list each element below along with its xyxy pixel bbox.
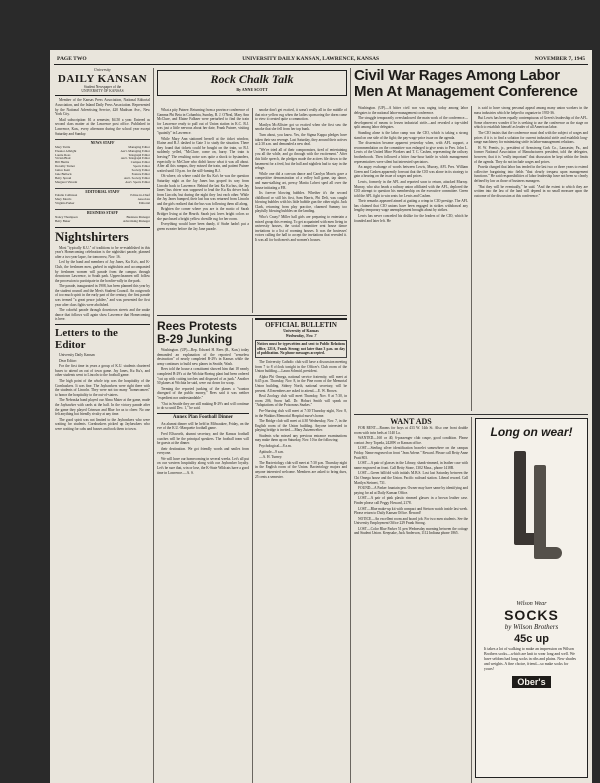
article-paragraph: Lewis has never conceded his dislike for the leaders of the CIO, which he founded and later left. He	[354, 214, 468, 223]
nameplate-info	[55, 98, 150, 136]
staff-row	[55, 181, 150, 185]
business-staff-list	[55, 216, 150, 224]
staff-name: Janice Kent	[55, 168, 70, 173]
column-rule	[471, 417, 472, 783]
sock-right-foot	[534, 547, 562, 559]
civil-war-column-1	[354, 106, 468, 411]
ad-product: SOCKS	[504, 607, 559, 623]
editorial-staff-heading: EDITORIAL STAFF	[55, 188, 150, 195]
rock-chalk-box	[157, 70, 347, 96]
staff-name: Dorothy Turner	[55, 164, 75, 169]
column-paragraph: Turn about, you know. Yes, the Sigma Kappa pledges have taken their sea revenge. Last Saturday, they around their actives at 2:30 a.m. and demanded a new deal.	[255, 132, 347, 147]
editorial-staff-list	[55, 194, 150, 206]
column-paragraph: What a pity Putnee. Returning from a province conference of Gamma Phi Beta in Columbia, Sunday, B. J. O'Neal, Mary Ann McClure, and Elaine Falkner were perturbed to find the train for Lawrence ready to pull out of Union station in K.C. B.J. was just a little nervous about her date, Frank Putnee, visiting "quaintly" in Lawrence.	[157, 108, 249, 135]
article-paragraph: The parade, inaugurated in 1908, has been planned this year by the student council and the Men's Student Council. An outgrowth of too much spirit in the early part of the century, the first parade was termed "a great peace jubilee," and was presented the first year after class fights were abolished.	[55, 284, 150, 307]
bulletin-column	[255, 318, 347, 783]
letter-paragraph: Dear Editor:	[59, 358, 77, 363]
letter-paragraph: The good spirit was not limited to the Jayhawkers who were waiting for students. Cornhuskers picked up Jayhawkers who were waiting for cabs and busses and took them to town.	[55, 417, 150, 431]
classified-ad: FOUND—A Parker fountain pen. Owner may have same by identifying and paying for ad at Daily Kansan Office.	[354, 486, 468, 495]
staff-name: Bill Harms	[55, 160, 70, 165]
page-masthead	[54, 54, 588, 65]
sock-right-leg	[534, 465, 546, 555]
staff-role: Editorial	[138, 201, 150, 206]
article-paragraph: Washington. (UP)—A bitter civil war was raging today among labor delegates to the national labor-management conference.	[354, 106, 468, 115]
staff-role: Business Manager	[126, 214, 150, 219]
bulletin-item: Alpha Phi Omega, national service fraternity, will meet at 6:45 p.m. Thursday, Nov. 8, in the Pine room of the Memorial Union building. Sidney North, national secretary, will be present. All members are asked to attend.—E. W. Brown.	[255, 374, 347, 393]
letters-headline: Letters to the Editor	[55, 324, 150, 351]
rees-article	[157, 348, 249, 411]
article-paragraph: Lewis, formerly in the AFL and reported soon to return, attacked Murray. Murray, who also heads a railway union affiliated with the AFL, deplored the CIO attempt to question his membership on the executive committee. Green told the AFL fight to win seats for Lewis and Cashen.	[354, 179, 468, 198]
staff-name: Betty Baker	[55, 218, 71, 223]
article-paragraph: But Lewis has been equally contemptuous of Green's leadership of the AFL. Some observers wonder if he is seeking to use the conference as the stage on which to establish himself as leader of all American labor.	[474, 116, 588, 130]
article-paragraph: their destination. We got friendly words and smiles from everyone.	[157, 446, 249, 456]
staff-row	[55, 202, 150, 206]
classified-column	[354, 417, 468, 783]
ad-body: It takes a lot of walking to make an impression on Wilson Brothers socks—which are knit to wear long and well. We have seldom had long socks in ribs and plains. New shades and weights. A fine choice, friend—so make socks for yours!	[484, 647, 576, 671]
staff-role: Ass't. Telegraph Editor	[120, 156, 150, 161]
staff-name: Eulalie Collinson	[55, 193, 78, 198]
bulletin-title: OFFICIAL BULLETIN	[255, 318, 347, 329]
nightshirters-headline: Nightshirters	[55, 227, 150, 244]
article-paragraph: Most "typically K.U." of traditions to be re-established in this year's Homecoming celebration is the nightshirt parade, planned after a two year lapse, for tomorrow, Nov. 16.	[55, 245, 150, 259]
staff-name: Nancy Thompson	[55, 214, 78, 219]
letter-paragraph: For the first time in years a group of K.U. students chartered buses to attend an out of town game. Jay Janes, Ku Ku's, and other students went to Lincoln to the football game.	[55, 364, 150, 378]
section-divider	[157, 315, 347, 316]
sock-advertisement	[475, 418, 588, 778]
staff-role: Associate	[137, 197, 150, 202]
column-paragraph: Everything would have been dandy, if Stube hadn't put a green sweater before the Jay Jane parade.	[157, 222, 249, 231]
article-paragraph: The colorful parade through downtown streets and the snake dance that follows will again show Lawrence that Homecoming is here.	[55, 308, 150, 322]
classified-ad: WANTED—160 or 40, 6-passenger club coupe, good condition. Please contact Jerry Topeda, 2428W or Kansan office.	[354, 436, 468, 445]
masthead-paper-name: UNIVERSITY DAILY KANSAN, LAWRENCE, KANSAS	[242, 56, 380, 62]
press-membership: Member of the Kansas Press Association, National Editorial Association, and the Inland Daily Press Association. Represented by the National Advertising Service, 420 Madison Ave., New York City.	[55, 98, 150, 117]
article-paragraph: "Out in Seattle they are still making B-29's and will continue to do so until Dec. 1," he said.	[157, 401, 249, 411]
column-paragraph: Who's Crazy? Miller hall girls are preparing to entertain a mixed group this evening. To get acquainted with men living in university houses, the social committee sent house dance invitations to a list of rooming houses. It was the hostesses' voices calling the hall to accept the invitations that revealed it. It was all for both men's and women's houses.	[255, 215, 347, 243]
column-rule	[153, 68, 154, 783]
bulletin-notice: Notices must be typewritten and sent to Public Relations office, 221A, Frank Strong; not later than 3 p.m. on day of publication. No phone messages accepted.	[255, 340, 347, 358]
article-paragraph: The CIO insists that the conference must deal with the subject of wages and prices if it is to find a solution for current industrial strife and establish long-range machinery for minimizing strife in labor-management relations.	[474, 130, 588, 145]
article-paragraph: "But they will be eventually," he said. "And the extent to which they are written into the law of the land will depend in no small measure upon the outcome of the discussion at this conference."	[474, 184, 588, 198]
civil-war-headline: Civil War Rages Among Labor Men At Management Conference	[354, 67, 578, 100]
nightshirters-article	[55, 246, 150, 323]
staff-role: Managing Editor	[128, 144, 150, 149]
civil-war-text-1	[354, 106, 468, 223]
bulletin-sub: University of Kansas	[283, 328, 319, 333]
section-divider	[354, 414, 588, 415]
staff-name: Vivian Blair	[55, 156, 71, 161]
column-paragraph: "We've tried all of their compromises, tired of entertaining you all the while, and go through with the excitement." After this little speech, the pledges made the actives file down to the basement for a feed, but the hall and nightlets had to stay in the refuge.	[255, 147, 347, 171]
staff-role: Ass't. Society Editor	[123, 176, 150, 180]
rees-headline: Rees Protests B-29 Junking	[157, 319, 238, 346]
staff-role: Telegraph Editor	[128, 152, 150, 157]
article-paragraph: Pravda charged that labor has tended in the last two or three years to extend collective bargaining into fields "that clearly trespass upon management functions." He said responsibilities of labor leadership have not been so clearly defined by law as those of business managers.	[474, 165, 588, 183]
article-paragraph: An alumni dinner will be held in Milwaukee, Friday, on the eve of the K.U.-Marquette football game.	[157, 421, 249, 431]
staff-name: Margaret Vincent	[55, 179, 78, 184]
rees-column	[157, 318, 249, 783]
column-rule	[252, 318, 253, 783]
ad-brand: Wilson Wear	[516, 601, 547, 607]
ad-price: 45c up	[514, 633, 549, 645]
letter-paragraph: The Nebraska band played our Alma Mater at the game, made the Jayhawker with cards at the half. In the victory parade after the game they played Crimson and Blue for us to cheer. No one felt anything but friendly rivalry at any time.	[55, 398, 150, 417]
staff-name: Eleanor Albright	[55, 148, 77, 153]
sock-left-leg	[514, 451, 526, 541]
staff-row	[55, 220, 150, 224]
staff-role: Feature Editor	[131, 172, 150, 177]
bulletin-item: Pre-Nursing club will meet at 7:30 Thursday night, Nov. 8, in the Watkins Memorial Hospital nurse's home.	[255, 408, 347, 418]
civil-war-column-2	[474, 106, 588, 411]
rock-chalk-column-2	[255, 108, 347, 313]
classified-items	[354, 426, 468, 536]
column-rule	[350, 68, 351, 783]
classified-ad: LOST—A pair of glasses in the Library, shank-rimmed, in leather case with name engraved on front. Call Betty Stone, 1302 Mass., phone 1418R.	[354, 461, 468, 470]
staff-name: Mary Morris	[55, 197, 72, 202]
nameplate	[55, 68, 150, 96]
column-paragraph: Its forever blowing bubbles. Whether it's the second childhood or still his first, Sam Harris, Phi Delt, was caught blowing bubbles with his little bubble gun the other night. Jack Clark, returning from play practice, charmed Sammy too playfully blowing bubbles on the landing.	[255, 191, 347, 214]
staff-role: Ass't. Sports Editor	[125, 179, 150, 184]
dinner-article	[157, 422, 249, 476]
rock-chalk-header	[157, 70, 347, 96]
staff-role: Ass't. Managing Editor	[120, 148, 150, 153]
bulletin-item: The Bridge club will meet at 4:30 Wednesday, Nov. 7, in the English room of the Union building. Anyone interested in playing bridge is invited.—Mary Zutzenwelter.	[255, 419, 347, 433]
dinner-headline: Annex Plan Football Dinner	[157, 413, 249, 421]
staff-name: Jane Bullock	[55, 172, 72, 177]
article-paragraph: Terming the reported junking of the planes a "wanton disregard of the public money," Rees said it was neither "expedient nor understandable."	[157, 386, 249, 400]
classified-ad: LOST—A pair of pink plastic rimmed glasses in a brown leather case. Finder please call Peggy Howard, 2178.	[354, 496, 468, 505]
nameplate-above: University	[94, 68, 111, 72]
article-paragraph: Standing alone is the labor camp was the CIO, which is taking a strong stand on one side of the fight; the pay-wage-price issue on the agenda.	[354, 130, 468, 140]
column-rule	[252, 108, 253, 313]
staff-name: Laurie Ross	[55, 152, 71, 157]
article-paragraph: Their remarks appeared aimed at gutting a crimp in CIO prestige. The AFL has claimed that CIO unions have been engaged in strikes withdrawal any lengthy temporary wage unemployment brought about by strikes.	[354, 199, 468, 213]
classified-ad: FOR RENT—Rooms for boys at 433 W. 14th St. Also one front double room with twin beds at 1140 La.	[354, 426, 468, 435]
bulletin-item: Beal Zoology club will meet Thursday, Nov. 8 at 7:30, in room 206, Snow hall. Dr. Hobart Smith will speak on "Adaptations of the Poisonous Snakes."	[255, 394, 347, 408]
news-staff-heading: NEWS STAFF	[55, 139, 150, 146]
classified-ad: LOST—Color Blue Parker 51 pen Wednesday morning between the cottage and Student Union. Keepsake, Jack Anderson, 1112 Indiana phone 1865.	[354, 526, 468, 536]
bulletin-date: Wednesday, Nov. 7	[285, 332, 317, 338]
masthead-page-number: PAGE TWO	[57, 56, 87, 62]
staff-name: Virginia Parker	[55, 201, 75, 206]
staff-role: Sports Editor	[133, 164, 150, 169]
article-paragraph: Rees told the house a constituent showed him that 18 nearly completed B-29's at the Wichita-Boeing plant had been ordered "cut up with cutting torches and disposed of as junk." Another 50 planes at Wichita he said, were cut down for scrap.	[157, 367, 249, 386]
civil-war-text-2	[474, 106, 588, 198]
nameplate-subtitle-2: UNIVERSITY OF KANSAS	[81, 89, 124, 93]
classified-ad: LOST—Sterling silver identification bracelet somewhere on the campus Friday. Name engraved on front "Jean Arlene." Reward. Please call Betty Anne Pratt 803.	[354, 446, 468, 460]
article-paragraph: Washington. (UP)—Rep. Edward H. Rees (R., Kan.) today demanded an explanation of the reported "senseless destruction" of nearly completed B-29's in Kansas while the army continues to build new planes in Seattle, Wash.	[157, 348, 249, 366]
letters-article	[55, 353, 150, 432]
column-paragraph: Brighten the corner where you are is the motto of Sarah Bridger living at the Hearth. Sarah just loves bright colors so she purchased a bright yellow chenille rug for her room.	[157, 207, 249, 221]
column-editorial	[55, 68, 150, 783]
socks-illustration	[476, 445, 587, 595]
column-rule	[471, 106, 472, 411]
ad-headline: Long on wear!	[490, 425, 573, 439]
news-staff-list	[55, 146, 150, 185]
business-staff-heading: BUSINESS STAFF	[55, 209, 150, 216]
bulletin-item: Aptitude—9 a.m.	[259, 449, 285, 454]
staff-role: Society Editor	[131, 168, 150, 173]
article-paragraph: is said to have strong personal appeal among many union workers in the mass industries which he helped to organize in 1935-36.	[474, 106, 588, 115]
nameplate-title: DAILY KANSAN	[57, 72, 148, 85]
staff-role: Campus Editor	[130, 160, 150, 165]
bulletin-item: Psychological—8 a.m.	[259, 444, 292, 449]
article-paragraph: The dissension became apparent yesterday when, with AFL support, a recommendation on the committee was enlarged to give seats to Pres. John L. Lewis of the United Mine Workers and T. C. Cashen, representing the railway brotherhoods. Then followed a bitter four-hour battle in which management representatives were silent but interested spectators.	[354, 141, 468, 164]
rock-chalk-byline: By ANNE SCOTT	[236, 87, 268, 92]
masthead-date: NOVEMBER 7, 1945	[534, 56, 585, 62]
article-paragraph: Fred Ellsworth, alumni secretary, and the Kansas football coaches will be the principal speakers. The football team will be guests at the dinner.	[157, 431, 249, 446]
bulletin-item: —A. H. Turney.	[259, 455, 283, 460]
article-paragraph: The struggle temporarily overshadowed the main work of the conference—development of means to lessen industrial strife—and revealed a top-sided split among labor delegates.	[354, 116, 468, 130]
ad-store-logo: Ober's	[512, 676, 550, 688]
bulletin-item: Students who missed any previous entrance examinations may make them up on Saturday, Nov. 10 in the following:	[255, 433, 347, 443]
column-paragraph: Marilyn McAllister got so excited when she first saw the smoke that she fell from her top bunk.	[255, 122, 347, 132]
classified-title: WANT ADS	[390, 417, 432, 426]
article-paragraph: An angry exchange of words between Lewis, Murray, AFL Pres. William Green and Cashen apparently forecast that the CIO was alone in its strategy to gain a hearing on the issue of wages and prices.	[354, 165, 468, 179]
article-paragraph: H. W. Prentis, jr., president of Armstrong Cork Co., Lancaster, Pa., and former National Association of Manufacturers president, told the delegates, however, that it is "really important" that discussion be kept within the limits of the agenda. They do not include wages and prices.	[474, 145, 588, 164]
classified-ad: LOST—Green billfold with initials M.B.S. Lost last Saturday between the Chi Omega house and the Union. Pacific railroad station. Liberal reward. Call Marilyn Steinert, 731.	[354, 471, 468, 485]
nameplate-subtitle-1: Student Newspaper of the	[83, 84, 122, 89]
staff-role: Editor-in-Chief	[130, 193, 150, 198]
column-paragraph: smoke don't get excited, it wasn't really all in the middle of that nice yellow rug when the ladies sponsoring the dorm came to view it created quite a commotion.	[255, 108, 347, 122]
column-paragraph: Oh where, oh where could the Ku Ku's be was the question Saturday night as the Jay Janes bus groped its way from Lincoln back to Lawrence. Behind the last Ku Ku bus, the Jay Janes' bus driver was supposed to lead the Ku Ku driver back from Lincoln, but during the night they lost each other. While the Jay Janes bumped, their last bus was returned from Lincoln and the girls realized that the bus was following them all along.	[157, 174, 249, 206]
letter-paragraph: University Daily Kansan	[59, 353, 95, 358]
bulletin-items	[255, 360, 347, 479]
rock-chalk-column-1	[157, 108, 249, 313]
rock-chalk-title: Rock Chalk Talk	[210, 72, 294, 86]
staff-role: Advertising Manager	[122, 218, 150, 223]
ad-maker: by Wilson Brothers	[504, 623, 559, 631]
column-paragraph: While one did a can-can dance and Carolyn Morris gave a competitive demonstration of a volley ball game, tap dance, and man-stalking art, pressy Marita Lobert sped all over the house initiating a P.R.	[255, 171, 347, 190]
article-paragraph: We will have our homecoming in several weeks. Let's all put on our western hospitality along with our Jayhawker loyalty. Let's be sure that, win or lose, the K-State Wildcats have a good time in Lawrence.—A. S.	[157, 456, 249, 475]
letter-paragraph: The high point of the whole trip was the hospitality of the Cornhuskers. It was fine. The Jayhawkers were right there with the students of Lincoln. They were not too many "homecomers" to honor the hospitality to the out-of-staters.	[55, 379, 150, 397]
bulletin-item: The Bacteriology club will meet at 7:30 p.m. Thursday night in the English room of the Union. Bacteriology majors and anyone interested welcome. Members are asked to bring dues, 25 cents a semester.	[255, 460, 347, 479]
rock-chalk-text-1	[157, 108, 249, 231]
newspaper-page	[50, 50, 592, 783]
bulletin-item: The University Catholic club will have a discussion meeting from 7 to 8 o'clock tonight in the Officer's Club room of the Union building.—Laura Schmid, president.	[255, 359, 347, 374]
staff-name: Betty Sproul	[55, 176, 72, 180]
subscription-info: Mail subscription: $1 a semester, $4.50 a year. Entered as second class matter at the Lawrence post office. Published in Lawrence, Kan., every afternoon during the school year except Saturday and Sunday.	[55, 117, 150, 136]
staff-name: Mary Tuttle	[55, 144, 71, 149]
column-paragraph: While Mary Ann stationed herself at the ticket window, Elaine and B.J. dashed to Gate 3 to study the situation. There they found that tickets could be bought on the train, so B.J. suddenly yelled, "McClure, come on, hurry. The train is leaving!" The resulting noise was quite a shock to bystanders, especially to McClure who didn't know what it was all about. After all this rumpus, they missed the train, and patient Putnee waited until 10 p.m. for the still-fuming B.J.	[157, 136, 249, 173]
rock-chalk-text-2	[255, 108, 347, 243]
article-paragraph: Led by the band and members of Jay Janes, Ku Ku's, and K-Club, the freshmen men, garbed in nightshirts and accompanied by freshmen women will parade from the campus through downtown Lawrence, to South park. Upperclassmen will follow the procession to participate in the bonfire-rally in the park.	[55, 260, 150, 283]
classified-ad: NOTICE—An excellent room and board job. For two men students. See the University Employment Office 229 Frank Strong.	[354, 516, 468, 526]
classified-ad: LOST—Blue make-up kit with compact and Stetson watch inside last week. Please return to Daily Kansan Office. Reward!	[354, 506, 468, 516]
